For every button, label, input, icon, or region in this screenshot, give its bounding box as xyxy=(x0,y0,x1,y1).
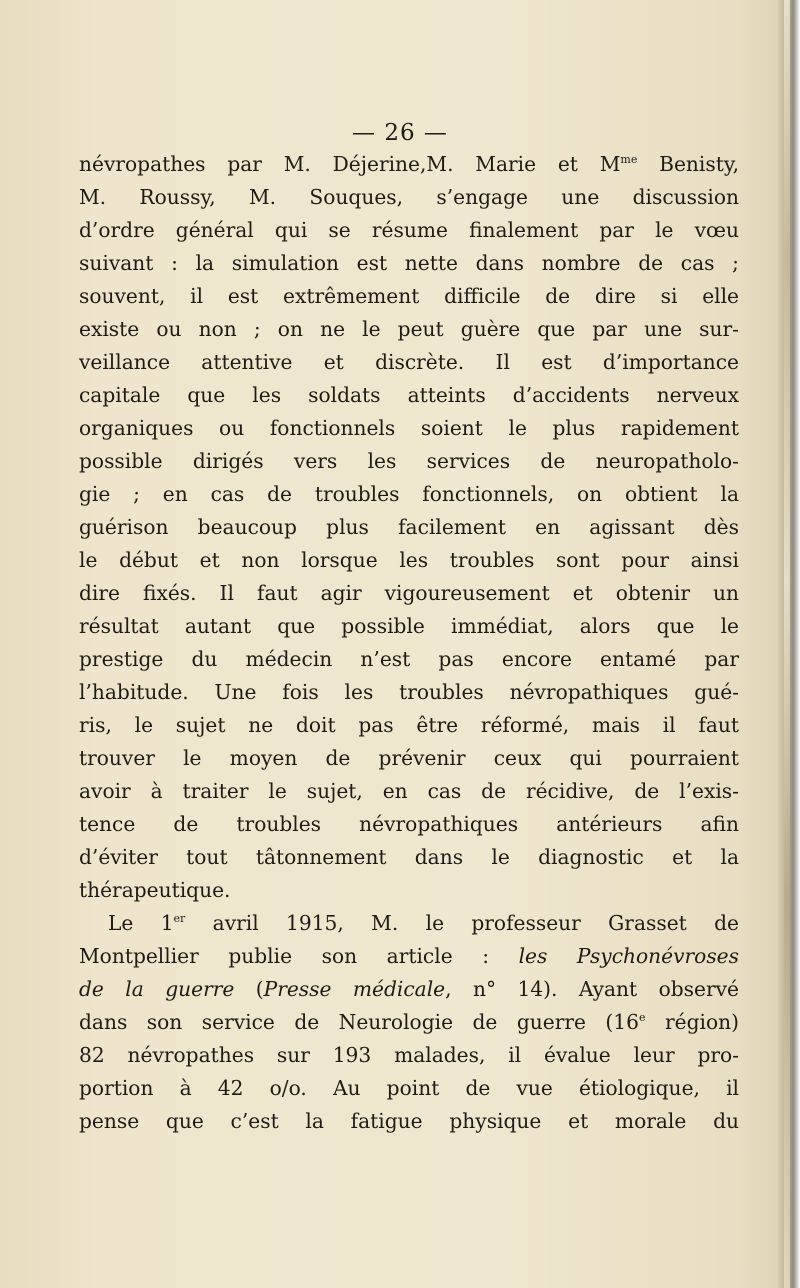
text-segment: pense que c’est la fatigue physique et morale du xyxy=(79,1109,739,1133)
text-line xyxy=(79,973,739,1006)
text-line xyxy=(79,808,739,841)
text-segment: l’habitude. Une fois les troubles névropathiques gué- xyxy=(79,680,739,704)
text-segment: Le 1 xyxy=(108,911,174,935)
text-segment: thérapeutique. xyxy=(79,878,231,902)
body-text xyxy=(79,148,739,1138)
text-line xyxy=(79,148,739,181)
text-segment: prestige du médecin n’est pas encore entamé par xyxy=(79,647,739,671)
text-line xyxy=(79,577,739,610)
text-line xyxy=(79,379,739,412)
text-segment: capitale que les soldats atteints d’accidents nerveux xyxy=(79,383,739,407)
text-segment: tence de troubles névropathiques antérieurs afin xyxy=(79,812,739,836)
text-line xyxy=(79,775,739,808)
text-segment: avril 1915, M. le professeur Grasset de xyxy=(185,911,739,935)
text-segment: 82 névropathes sur 193 malades, il évalue leur pro- xyxy=(79,1043,739,1067)
text-segment: M. Roussy, M. Souques, s’engage une discussion xyxy=(79,185,739,209)
text-line xyxy=(79,742,739,775)
text-line xyxy=(79,940,739,973)
text-line xyxy=(79,841,739,874)
text-line xyxy=(79,445,739,478)
text-segment: le début et non lorsque les troubles sont pour ainsi xyxy=(79,548,739,572)
text-segment: gie ; en cas de troubles fonctionnels, on obtient la xyxy=(79,482,739,506)
text-segment: souvent, il est extrêmement difficile de dire si elle xyxy=(79,284,739,308)
text-line xyxy=(79,346,739,379)
text-segment: trouver le moyen de prévenir ceux qui pourraient xyxy=(79,746,739,770)
superscript: er xyxy=(173,912,186,925)
text-line xyxy=(79,412,739,445)
text-line xyxy=(79,511,739,544)
text-segment: dans son service de Neurologie de guerre (16 xyxy=(79,1010,639,1034)
italic-text: de la guerre xyxy=(79,977,235,1001)
text-line xyxy=(79,478,739,511)
text-line xyxy=(79,610,739,643)
superscript: e xyxy=(638,1011,646,1024)
text-segment: ( xyxy=(234,977,264,1001)
text-segment: guérison beaucoup plus facilement en agissant dès xyxy=(79,515,739,539)
text-segment: avoir à traiter le sujet, en cas de récidive, de l’exis- xyxy=(79,779,739,803)
text-segment: ris, le sujet ne doit pas être réformé, mais il faut xyxy=(79,713,739,737)
text-segment: existe ou non ; on ne le peut guère que par une sur- xyxy=(79,317,739,341)
text-line xyxy=(79,280,739,313)
text-segment: d’éviter tout tâtonnement dans le diagnostic et la xyxy=(79,845,739,869)
text-segment: organiques ou fonctionnels soient le plus rapidement xyxy=(79,416,739,440)
page-edge xyxy=(778,0,800,1288)
text-line xyxy=(79,1072,739,1105)
text-segment: suivant : la simulation est nette dans nombre de cas ; xyxy=(79,251,739,275)
text-line xyxy=(79,313,739,346)
text-line xyxy=(79,1039,739,1072)
text-line xyxy=(79,544,739,577)
text-segment: possible dirigés vers les services de neuropatholo- xyxy=(79,449,739,473)
text-line xyxy=(79,214,739,247)
text-line xyxy=(79,907,739,940)
italic-text: Presse médicale xyxy=(263,977,446,1001)
text-line xyxy=(79,181,739,214)
text-segment: Montpellier publie son article : xyxy=(79,944,519,968)
italic-text: les Psychonévroses xyxy=(518,944,739,968)
text-segment: veillance attentive et discrète. Il est d’importance xyxy=(79,350,739,374)
text-segment: résultat autant que possible immédiat, alors que le xyxy=(79,614,739,638)
text-segment: névropathes par M. Déjerine,M. Marie et M xyxy=(79,152,621,176)
text-segment: Benisty, xyxy=(637,152,739,176)
text-line xyxy=(79,676,739,709)
text-line xyxy=(79,247,739,280)
text-line xyxy=(79,1006,739,1039)
text-line xyxy=(79,1105,739,1138)
text-line xyxy=(79,643,739,676)
text-segment: , n° 14). Ayant observé xyxy=(445,977,739,1001)
text-line xyxy=(79,874,739,907)
text-segment: région) xyxy=(645,1010,739,1034)
text-segment: portion à 42 o/o. Au point de vue étiologique, il xyxy=(79,1076,739,1100)
page-number: — 26 — xyxy=(352,120,448,146)
superscript: me xyxy=(620,153,638,166)
text-segment: d’ordre général qui se résume finalement par le vœu xyxy=(79,218,739,242)
text-segment: dire fixés. Il faut agir vigoureusement et obtenir un xyxy=(79,581,739,605)
text-line xyxy=(79,709,739,742)
